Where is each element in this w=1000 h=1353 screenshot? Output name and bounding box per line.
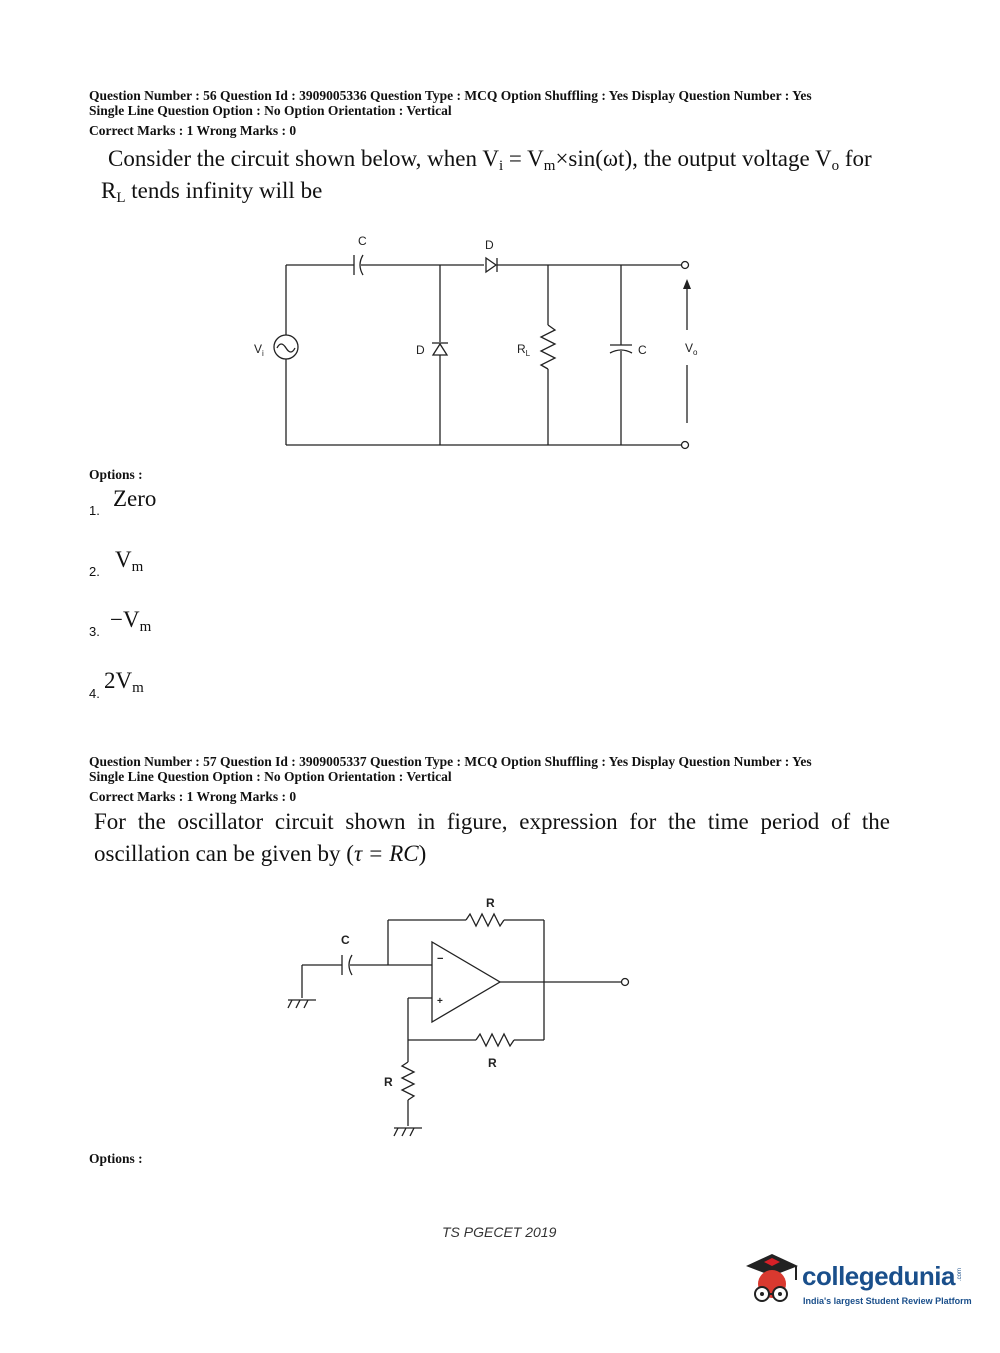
q56-question-line2: $R_L$ tends infinity will be bbox=[101, 178, 323, 206]
brand-suffix: .com bbox=[957, 1268, 963, 1282]
label-c: C bbox=[341, 933, 350, 947]
label-vo: $V_o$ bbox=[685, 341, 698, 357]
q56-options-label: Options : bbox=[89, 467, 143, 482]
q56-option-1-text[interactable]: Zero bbox=[113, 486, 157, 511]
label-vi: $V_i$ bbox=[254, 342, 264, 358]
q57-question-line1: For the oscillator circuit shown in figure, expression for the time period of the bbox=[94, 809, 890, 834]
q56-option-3-text[interactable]: $-V_m$ bbox=[110, 607, 152, 635]
q56-question-line1: Consider the circuit shown below, when $V_i = V_m\times\sin(\omega t)$, the output voltage $V_o$ for bbox=[108, 146, 872, 174]
q57-marks: Correct Marks : 1 Wrong Marks : 0 bbox=[89, 789, 297, 804]
label-minus: − bbox=[437, 953, 444, 965]
q57-meta-line1: Question Number : 57 Question Id : 3909005337 Question Type : MCQ Option Shuffling : Yes Display Question Number : Yes bbox=[89, 754, 812, 769]
option-number: 1. bbox=[89, 503, 100, 518]
q57-options-label: Options : bbox=[89, 1151, 143, 1166]
label-c-top: C bbox=[358, 234, 367, 248]
q56-meta-line1: Question Number : 56 Question Id : 3909005336 Question Type : MCQ Option Shuffling : Yes Display Question Number : Yes bbox=[89, 88, 812, 103]
q56-marks: Correct Marks : 1 Wrong Marks : 0 bbox=[89, 123, 297, 138]
q56-circuit-diagram bbox=[240, 225, 710, 460]
label-c-right: C bbox=[638, 343, 647, 357]
brand-tagline: India's largest Student Review Platform bbox=[803, 1296, 972, 1306]
q57-question-line2: oscillation can be given by (τ = RC) bbox=[94, 841, 427, 866]
label-d-mid: D bbox=[416, 343, 425, 357]
q56-option-2-text[interactable]: $V_m$ bbox=[115, 547, 144, 575]
label-r-bottom: R bbox=[384, 1075, 393, 1089]
option-number: 4. bbox=[89, 686, 100, 701]
q56-option-1[interactable] bbox=[89, 502, 100, 520]
q56-option-4-text[interactable]: $2V_m$ bbox=[104, 668, 144, 696]
q56-option-2[interactable] bbox=[89, 563, 100, 581]
label-d-top: D bbox=[485, 238, 494, 252]
graduate-mascot-icon bbox=[742, 1248, 802, 1310]
q56-option-3[interactable] bbox=[89, 623, 100, 641]
label-plus: + bbox=[437, 996, 443, 1007]
q57-oscillator-circuit bbox=[280, 890, 650, 1150]
q57-meta-line2: Single Line Question Option : No Option Orientation : Vertical bbox=[89, 769, 452, 784]
q56-meta-line2: Single Line Question Option : No Option Orientation : Vertical bbox=[89, 103, 452, 118]
collegedunia-logo[interactable] bbox=[742, 1248, 802, 1315]
label-rl: $R_L$ bbox=[517, 342, 531, 358]
option-number: 3. bbox=[89, 624, 100, 639]
footer-exam-name: TS PGECET 2019 bbox=[442, 1224, 557, 1240]
label-r-mid: R bbox=[488, 1056, 497, 1070]
brand-name[interactable]: collegedunia bbox=[802, 1261, 955, 1291]
option-number: 2. bbox=[89, 564, 100, 579]
label-r-top: R bbox=[486, 896, 495, 910]
q56-option-4[interactable] bbox=[89, 685, 100, 703]
